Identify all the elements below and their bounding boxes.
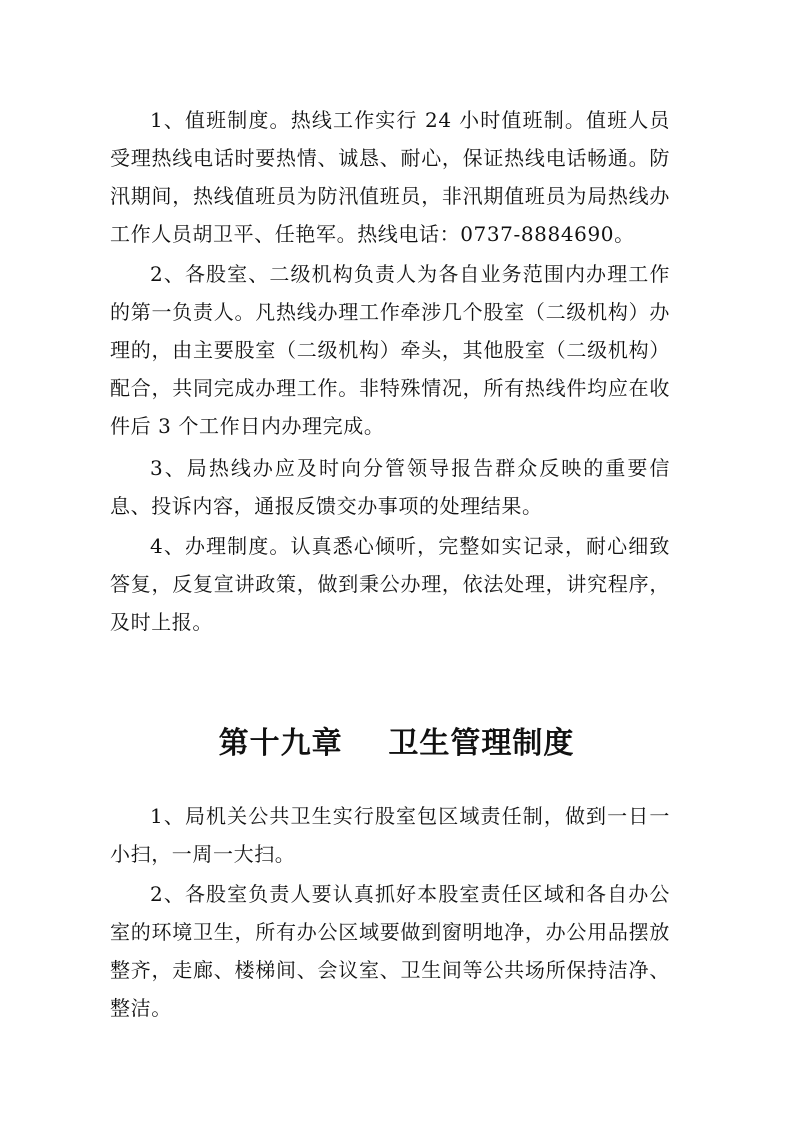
paragraph-office-hygiene: 2、各股室负责人要认真抓好本股室责任区域和各自办公室的环境卫生，所有办公区域要做到窗明地净，办公用品摆放整齐，走廊、楼梯间、会议室、卫生间等公共场所保持洁净、整洁。 — [110, 882, 670, 1020]
paragraph-reporting: 3、局热线办应及时向分管领导报告群众反映的重要信息、投诉内容，通报反馈交办事项的处理结果。 — [110, 456, 670, 518]
paragraph-responsibility: 2、各股室、二级机构负责人为各自业务范围内办理工作的第一负责人。凡热线办理工作牵涉几个股室（二级机构）办理的，由主要股室（二级机构）牵头，其他股室（二级机构）配合，共同完成办理工作。非特殊情况，所有热线件均应在收件后 3 个工作日内办理完成。 — [110, 262, 670, 438]
paragraph-duty-system: 1、值班制度。热线工作实行 24 小时值班制。值班人员受理热线电话时要热情、诚恳、耐心，保证热线电话畅通。防汛期间，热线值班员为防汛值班员，非汛期值班员为局热线办工作人员胡卫平、任艳军。热线电话：0737-8884690。 — [110, 108, 670, 246]
paragraph-hygiene-responsibility: 1、局机关公共卫生实行股室包区域责任制，做到一日一小扫，一周一大扫。 — [110, 804, 670, 866]
paragraph-handling-system: 4、办理制度。认真悉心倾听，完整如实记录，耐心细致答复，反复宣讲政策，做到秉公办理，依法处理，讲究程序，及时上报。 — [110, 534, 670, 634]
chapter-title: 第十九章 卫生管理制度 — [218, 726, 575, 761]
